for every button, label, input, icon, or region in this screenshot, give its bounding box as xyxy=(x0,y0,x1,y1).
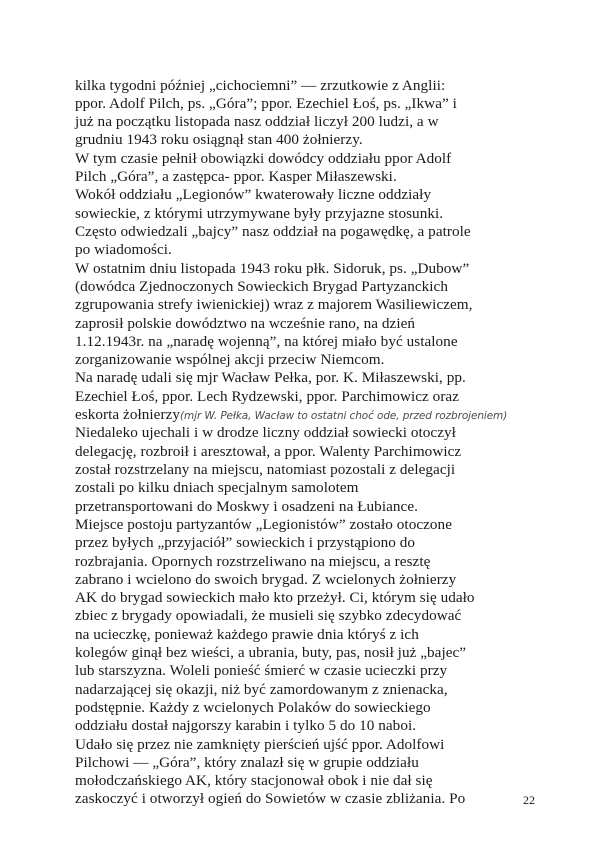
text-line: nadarzającej się okazji, niż być zamordowanym z znienacka, xyxy=(75,681,448,698)
text-line: przez byłych „przyjaciół” sowieckich i przystąpiono do xyxy=(75,534,416,551)
text-line: został rozstrzelany na miejscu, natomiast pozostali z delegacji xyxy=(75,461,456,478)
text-fragment: eskorta żołnierzy xyxy=(75,406,181,423)
text-line: ppor. Adolf Pilch, ps. „Góra”; ppor. Ezechiel Łoś, ps. „Ikwa” i xyxy=(75,95,457,112)
text-line: W ostatnim dniu listopada 1943 roku płk. Sidoruk, ps. „Dubow” xyxy=(75,260,470,277)
text-line: oddziału dostał najgorszy karabin i tylko 5 do 10 naboi. xyxy=(75,717,417,734)
text-line: delegację, rozbroił i aresztował, a ppor. Walenty Parchimowicz xyxy=(75,443,462,460)
handwritten-annotation: (mjr W. Pełka, Wacław to ostatni choć ode, przed rozbrojeniem) xyxy=(180,410,508,422)
text-line: zaskoczyć i otworzył ogień do Sowietów w czasie zbliżania. Po xyxy=(75,790,466,807)
text-line: Miejsce postoju partyzantów „Legionistów” zostało otoczone xyxy=(75,516,452,533)
text-line: na ucieczkę, ponieważ każdego prawie dnia któryś z ich xyxy=(75,626,419,643)
text-line: Na naradę udali się mjr Wacław Pełka, por. K. Miłaszewski, pp. xyxy=(75,369,466,386)
text-line: AK do brygad sowieckich mało kto przeżył. Ci, którym się udało xyxy=(75,589,475,606)
text-line: sowieckie, z którymi utrzymywane były przyjazne stosunki. xyxy=(75,205,444,222)
text-line: grudniu 1943 roku osiągnął stan 400 żołnierzy. xyxy=(75,131,363,148)
text-line: W tym czasie pełnił obowiązki dowódcy oddziału ppor Adolf xyxy=(75,150,452,167)
text-line: Ezechiel Łoś, ppor. Lech Rydzewski, ppor. Parchimowicz oraz xyxy=(75,388,460,405)
page-number: 22 xyxy=(523,793,535,807)
text-line: zostali po kilku dniach specjalnym samolotem xyxy=(75,479,359,496)
text-line: podstępnie. Każdy z wcielonych Polaków do sowieckiego xyxy=(75,699,431,716)
text-line: zabrano i wcielono do swoich brygad. Z wcielonych żołnierzy xyxy=(75,571,457,588)
text-line: po wiadomości. xyxy=(75,241,172,258)
text-line: kolegów ginął bez wieści, a ubrania, buty, pas, nosił już „bajec” xyxy=(75,644,467,661)
text-line: Często odwiedzali „bajcy” nasz oddział na pogawędkę, a patrole xyxy=(75,223,471,240)
text-line: zbiec z brygady opowiadali, że musieli się szybko zdecydować xyxy=(75,607,462,624)
text-line: zgrupowania strefy iwienickiej) wraz z majorem Wasiliewiczem, xyxy=(75,296,473,313)
text-line: już na początku listopada nasz oddział liczył 200 ludzi, a w xyxy=(75,113,439,130)
text-line: Pilchowi — „Góra”, który znalazł się w grupie oddziału xyxy=(75,754,419,771)
text-line: Niedaleko ujechali i w drodze liczny oddział sowiecki otoczył xyxy=(75,424,456,441)
text-line: kilka tygodni później „cichociemni” — zrzutkowie z Anglii: xyxy=(75,77,446,94)
text-line: zaprosił polskie dowództwo na wcześnie rano, na dzień xyxy=(75,315,416,332)
text-line: (dowódca Zjednoczonych Sowieckich Brygad Partyzanckich xyxy=(75,278,448,295)
text-line-with-note xyxy=(75,406,507,425)
text-line: mołodczańskiego AK, który stacjonował obok i nie dał się xyxy=(75,772,433,789)
text-line: rozbrajania. Opornych rozstrzeliwano na miejscu, a resztę xyxy=(75,553,431,570)
text-line: 1.12.1943r. na „naradę wojenną”, na której miało być ustalone xyxy=(75,333,458,350)
text-line: Pilch „Góra”, a zastępca- ppor. Kasper Miłaszewski. xyxy=(75,168,397,185)
text-line: lub starszyzna. Woleli ponieść śmierć w czasie ucieczki przy xyxy=(75,662,448,679)
text-line: Udało się przez nie zamknięty pierścień ujść ppor. Adolfowi xyxy=(75,736,445,753)
text-line: Wokół oddziału „Legionów” kwaterowały liczne oddziały xyxy=(75,186,432,203)
text-line: przetransportowani do Moskwy i osadzeni na Łubiance. xyxy=(75,498,418,515)
text-line: zorganizowanie wspólnej akcji przeciw Niemcom. xyxy=(75,351,385,368)
